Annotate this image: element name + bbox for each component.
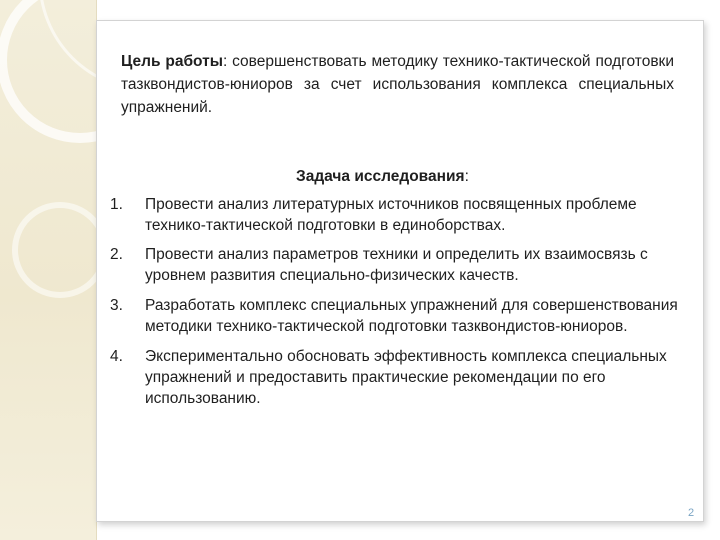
- goal-text: : совершенствовать методику технико-тактической подготовки тазквондистов-юниоров за счет использования комплекса специальных упражнений.: [121, 53, 674, 116]
- list-item-text: Разработать комплекс специальных упражнений для совершенствования методики технико-тактической подготовки тазквондистов-юниоров.: [145, 297, 678, 335]
- tasks-title-suffix: :: [464, 168, 469, 185]
- tasks-heading: [296, 165, 469, 188]
- tasks-title: Задача исследования: [296, 168, 465, 185]
- list-item: [110, 194, 690, 236]
- list-item: [110, 346, 690, 409]
- list-item-text: Провести анализ литературных источников посвященных проблеме технико-тактической подготовки в единоборствах.: [145, 196, 637, 234]
- goal-paragraph: [121, 50, 674, 119]
- list-item-text: Провести анализ параметров техники и определить их взаимосвязь с уровнем развития специально-физических качеств.: [145, 246, 648, 284]
- list-item-number: 3.: [110, 297, 123, 314]
- list-item: [110, 295, 690, 337]
- task-list: [110, 194, 690, 409]
- list-item-number: 1.: [110, 196, 123, 213]
- list-item: [110, 244, 690, 286]
- list-item-number: 2.: [110, 246, 123, 263]
- page-number: 2: [688, 507, 695, 519]
- goal-label: Цель работы: [121, 53, 223, 70]
- list-item-number: 4.: [110, 348, 123, 365]
- list-item-text: Экспериментально обосновать эффективность комплекса специальных упражнений и предоставить практические рекомендации по его использованию.: [145, 348, 667, 407]
